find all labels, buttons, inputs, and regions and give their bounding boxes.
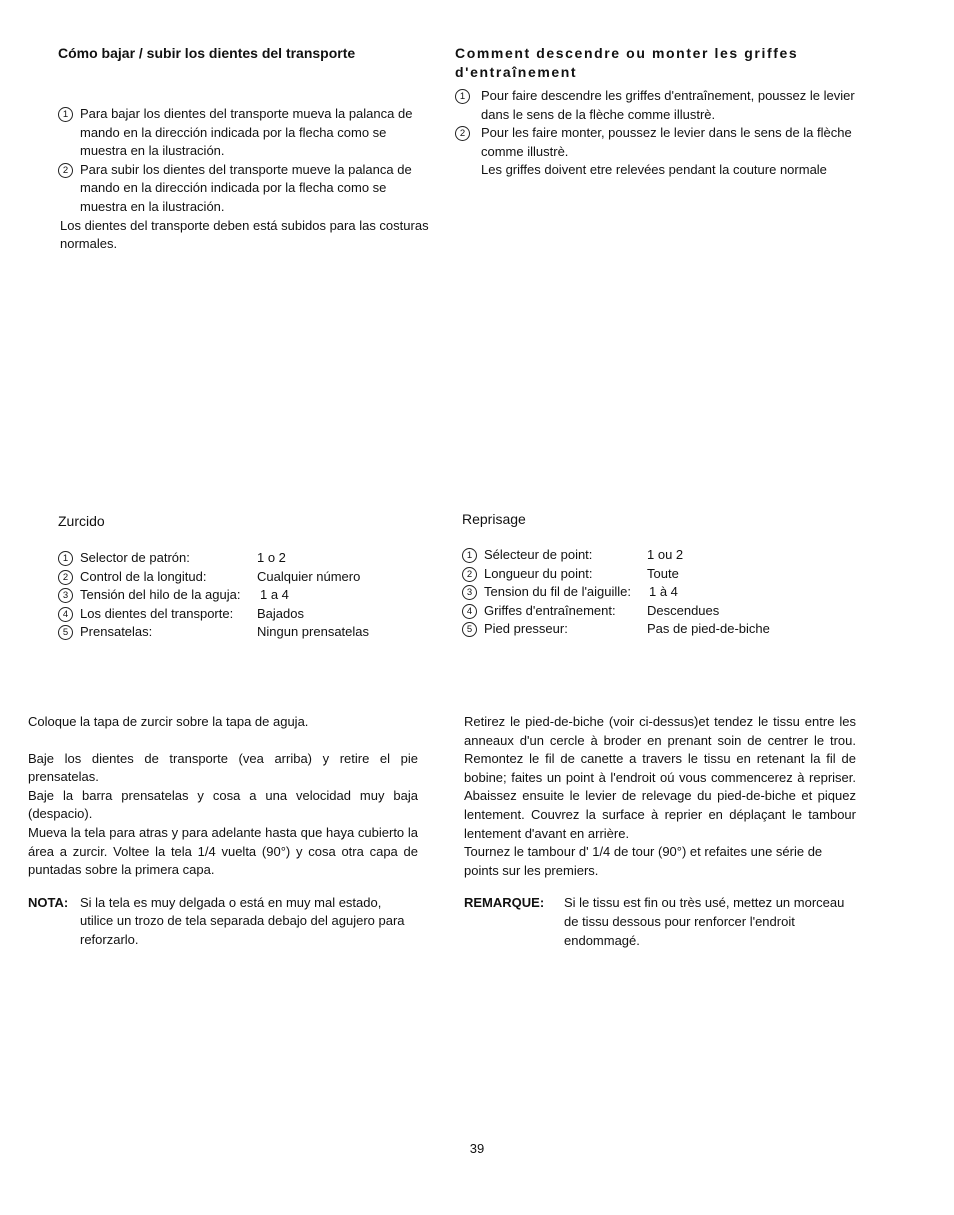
spec-label: Control de la longitud: xyxy=(80,568,207,584)
section-feed-dogs-fr xyxy=(455,44,865,180)
spec-label: Selector de patrón: xyxy=(80,550,190,565)
spec-row xyxy=(58,549,430,568)
section-feed-dogs-es xyxy=(58,44,430,254)
paragraph: Mueva la tela para atras y para adelante hasta que haya cubierto la área a zurcir. Voltee la tela 1/4 vuelta (90°) y cosa otra capa de puntadas sobre la primera capa. xyxy=(28,824,418,878)
spec-value: Bajados xyxy=(257,605,304,621)
paragraph: Retirez le pied-de-biche (voir ci-dessus)et tendez le tissu entre les anneaux d'un cercle à broder en prenant soin de centrer le trou. Remontez le fil de canette a travers le tissu en retenant la fil de bobine; faites un point à l'endroit oú vous commencerez à repriser. Abaissez ensuite le levier de relevage du pied-de-biche et piquez lentement. Couvrez la surface à reprier en déplaçant le tambour lentement d'avant en arrière. xyxy=(464,714,856,841)
section-darning-es xyxy=(58,512,430,642)
spec-label: Griffes d'entraînement: xyxy=(484,602,616,618)
spec-label: Tension du fil de l'aiguille: xyxy=(484,584,632,599)
circled-number-2: 2 xyxy=(455,126,470,141)
circled-number-1: 1 xyxy=(58,107,73,122)
darning-body-es xyxy=(28,713,418,950)
spec-row xyxy=(58,568,430,587)
note-paragraph xyxy=(455,161,865,180)
note-block xyxy=(464,894,856,950)
spec-value: 1 à 4 xyxy=(649,584,678,599)
item-text: Para subir los dientes del transporte mueve la palanca de mando en la dirección indicada por la flecha como se muestra en la ilustración. xyxy=(80,161,412,214)
paragraph: Coloque la tapa de zurcir sobre la tapa de aguja. xyxy=(28,714,309,729)
list-item xyxy=(455,124,865,161)
note-paragraph xyxy=(58,217,430,254)
note-label: NOTA: xyxy=(28,894,69,910)
circled-number-1: 1 xyxy=(58,551,73,566)
circled-number-3: 3 xyxy=(58,588,73,603)
circled-number-1: 1 xyxy=(462,548,477,563)
spec-value: Ningun prensatelas xyxy=(257,624,370,639)
note-text: Los dientes del transporte deben está subidos para las costuras normales. xyxy=(60,217,429,252)
list-item xyxy=(58,105,430,161)
heading-feed-dogs-es: Cómo bajar / subir los dientes del transporte xyxy=(58,45,356,61)
spec-row xyxy=(462,583,872,602)
circled-number-3: 3 xyxy=(462,585,477,600)
heading-darning-es: Zurcido xyxy=(58,513,105,529)
spec-label: Los dientes del transporte: xyxy=(80,605,234,621)
spec-label: Tensión del hilo de la aguja: xyxy=(80,587,241,602)
note-label: REMARQUE: xyxy=(464,895,545,911)
spec-value: 1 ou 2 xyxy=(647,547,684,562)
circled-number-2: 2 xyxy=(462,567,477,582)
item-text: Pour faire descendre les griffes d'entraînement, poussez le levier dans le sens de la flèche comme illustrè. xyxy=(481,88,855,122)
darning-body-fr xyxy=(464,713,856,950)
circled-number-4: 4 xyxy=(462,604,477,619)
note-block xyxy=(28,894,418,950)
spec-row xyxy=(58,586,430,605)
spec-label: Prensatelas: xyxy=(80,624,153,639)
paragraph: Baje la barra prensatelas y cosa a una velocidad muy baja (despacio). xyxy=(28,787,418,822)
item-text: Para bajar los dientes del transporte mueva la palanca de mando en la dirección indicada por la flecha como se muestra en la ilustración. xyxy=(80,106,413,159)
item-text: Pour les faire monter, poussez le levier dans le sens de la flèche comme illustrè. xyxy=(481,125,852,159)
circled-number-2: 2 xyxy=(58,163,73,178)
list-item xyxy=(455,87,865,124)
spec-row xyxy=(462,565,872,584)
spec-value: 1 o 2 xyxy=(257,550,286,565)
section-darning-fr xyxy=(462,510,872,639)
list-item xyxy=(58,161,430,217)
spec-row xyxy=(462,602,872,621)
page-number: 39 xyxy=(469,1141,485,1156)
spec-label: Pied presseur: xyxy=(484,621,568,636)
spec-label: Longueur du point: xyxy=(484,565,593,581)
heading-feed-dogs-fr: Comment descendre ou monter les griffes d'entraînement xyxy=(455,45,799,80)
circled-number-5: 5 xyxy=(462,622,477,637)
circled-number-1: 1 xyxy=(455,89,470,104)
spec-row xyxy=(462,620,872,639)
spec-value: Toute xyxy=(647,565,679,581)
spec-value: Pas de pied-de-biche xyxy=(647,621,770,636)
spec-label: Sélecteur de point: xyxy=(484,547,593,562)
paragraph: Tournez le tambour d' 1/4 de tour (90°) et refaites une série de points sur les premiers. xyxy=(464,844,823,878)
note-text: Si le tissu est fin ou très usé, mettez un morceau de tissu dessous pour renforcer l'endroit endommagé. xyxy=(564,895,845,948)
spec-row xyxy=(462,546,872,565)
spec-row xyxy=(58,605,430,624)
circled-number-4: 4 xyxy=(58,607,73,622)
spec-row xyxy=(58,623,430,642)
spec-value: Descendues xyxy=(647,602,720,618)
note-text: Les griffes doivent etre relevées pendant la couture normale xyxy=(481,162,827,178)
circled-number-2: 2 xyxy=(58,570,73,585)
spec-value: 1 a 4 xyxy=(260,587,289,602)
paragraph: Baje los dientes de transporte (vea arriba) y retire el pie prensatelas. xyxy=(28,750,418,785)
heading-darning-fr: Reprisage xyxy=(462,511,526,527)
note-text: Si la tela es muy delgada o está en muy mal estado, utilice un trozo de tela separada debajo del agujero para reforzarlo. xyxy=(80,894,405,947)
circled-number-5: 5 xyxy=(58,625,73,640)
spec-value: Cualquier número xyxy=(257,568,361,584)
